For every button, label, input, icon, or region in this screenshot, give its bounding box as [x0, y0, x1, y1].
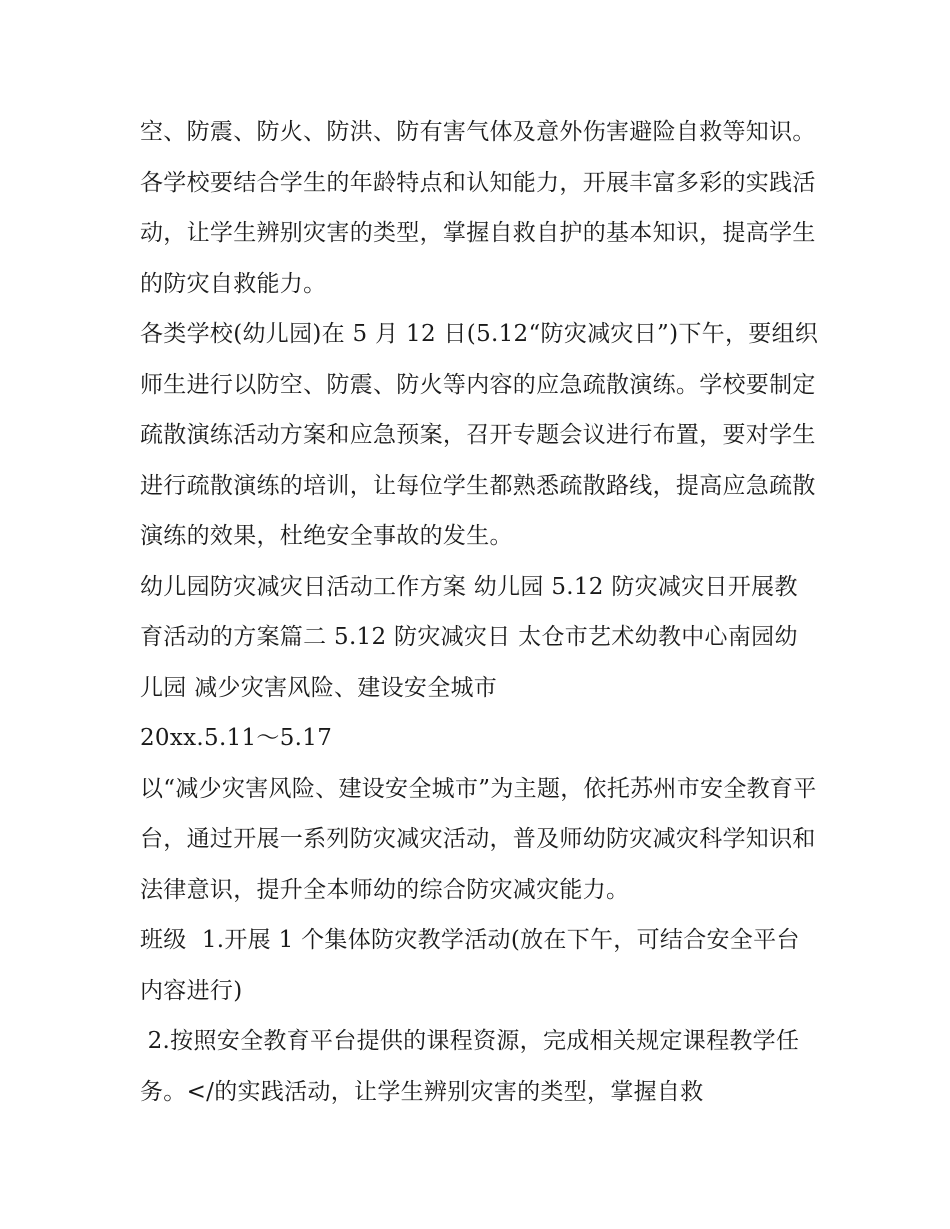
- paragraph-class-activity-1: 班级 1.开展 1 个集体防灾教学活动(放在下午，可结合安全平台内容进行): [140, 927, 800, 1004]
- paragraph-disaster-knowledge: 空、防震、防火、防洪、防有害气体及意外伤害避险自救等知识。各学校要结合学生的年龄特点和认知能力，开展丰富多彩的实践活动，让学生辨别灾害的类型，掌握自救自护的基本知识，提高学生的防灾自救能力。: [140, 119, 816, 297]
- paragraph-evacuation-drill: 各类学校(幼儿园)在 5 月 12 日(5.12“防灾减灾日”)下午，要组织师生进行以防空、防震、防火等内容的应急疏散演练。学校要制定疏散演练活动方案和应急预案，召开专题会议进行布置，要对学生进行疏散演练的培训，让每位学生都熟悉疏散路线，提高应急疏散演练的效果，杜绝安全事故的发生。: [140, 321, 819, 549]
- paragraph-theme: 以“减少灾害风险、建设安全城市”为主题，依托苏州市安全教育平台，通过开展一系列防灾减灾活动，普及师幼防灾减灾科学知识和法律意识，提升全本师幼的综合防灾减灾能力。: [140, 775, 817, 903]
- paragraph-plan-title: 幼儿园防灾减灾日活动工作方案 幼儿园 5.12 防灾减灾日开展教育活动的方案篇二 5.12 防灾减灾日 太仓市艺术幼教中心南园幼儿园 减少灾害风险、建设安全城市: [140, 573, 798, 701]
- paragraph-date-range: 20xx.5.11～5.17: [140, 725, 333, 751]
- document-page: [140, 107, 820, 1117]
- paragraph-class-activity-2: 2.按照安全教育平台提供的课程资源，完成相关规定课程教学任务。</的实践活动，让学生辨别灾害的类型，掌握自救: [140, 1028, 800, 1105]
